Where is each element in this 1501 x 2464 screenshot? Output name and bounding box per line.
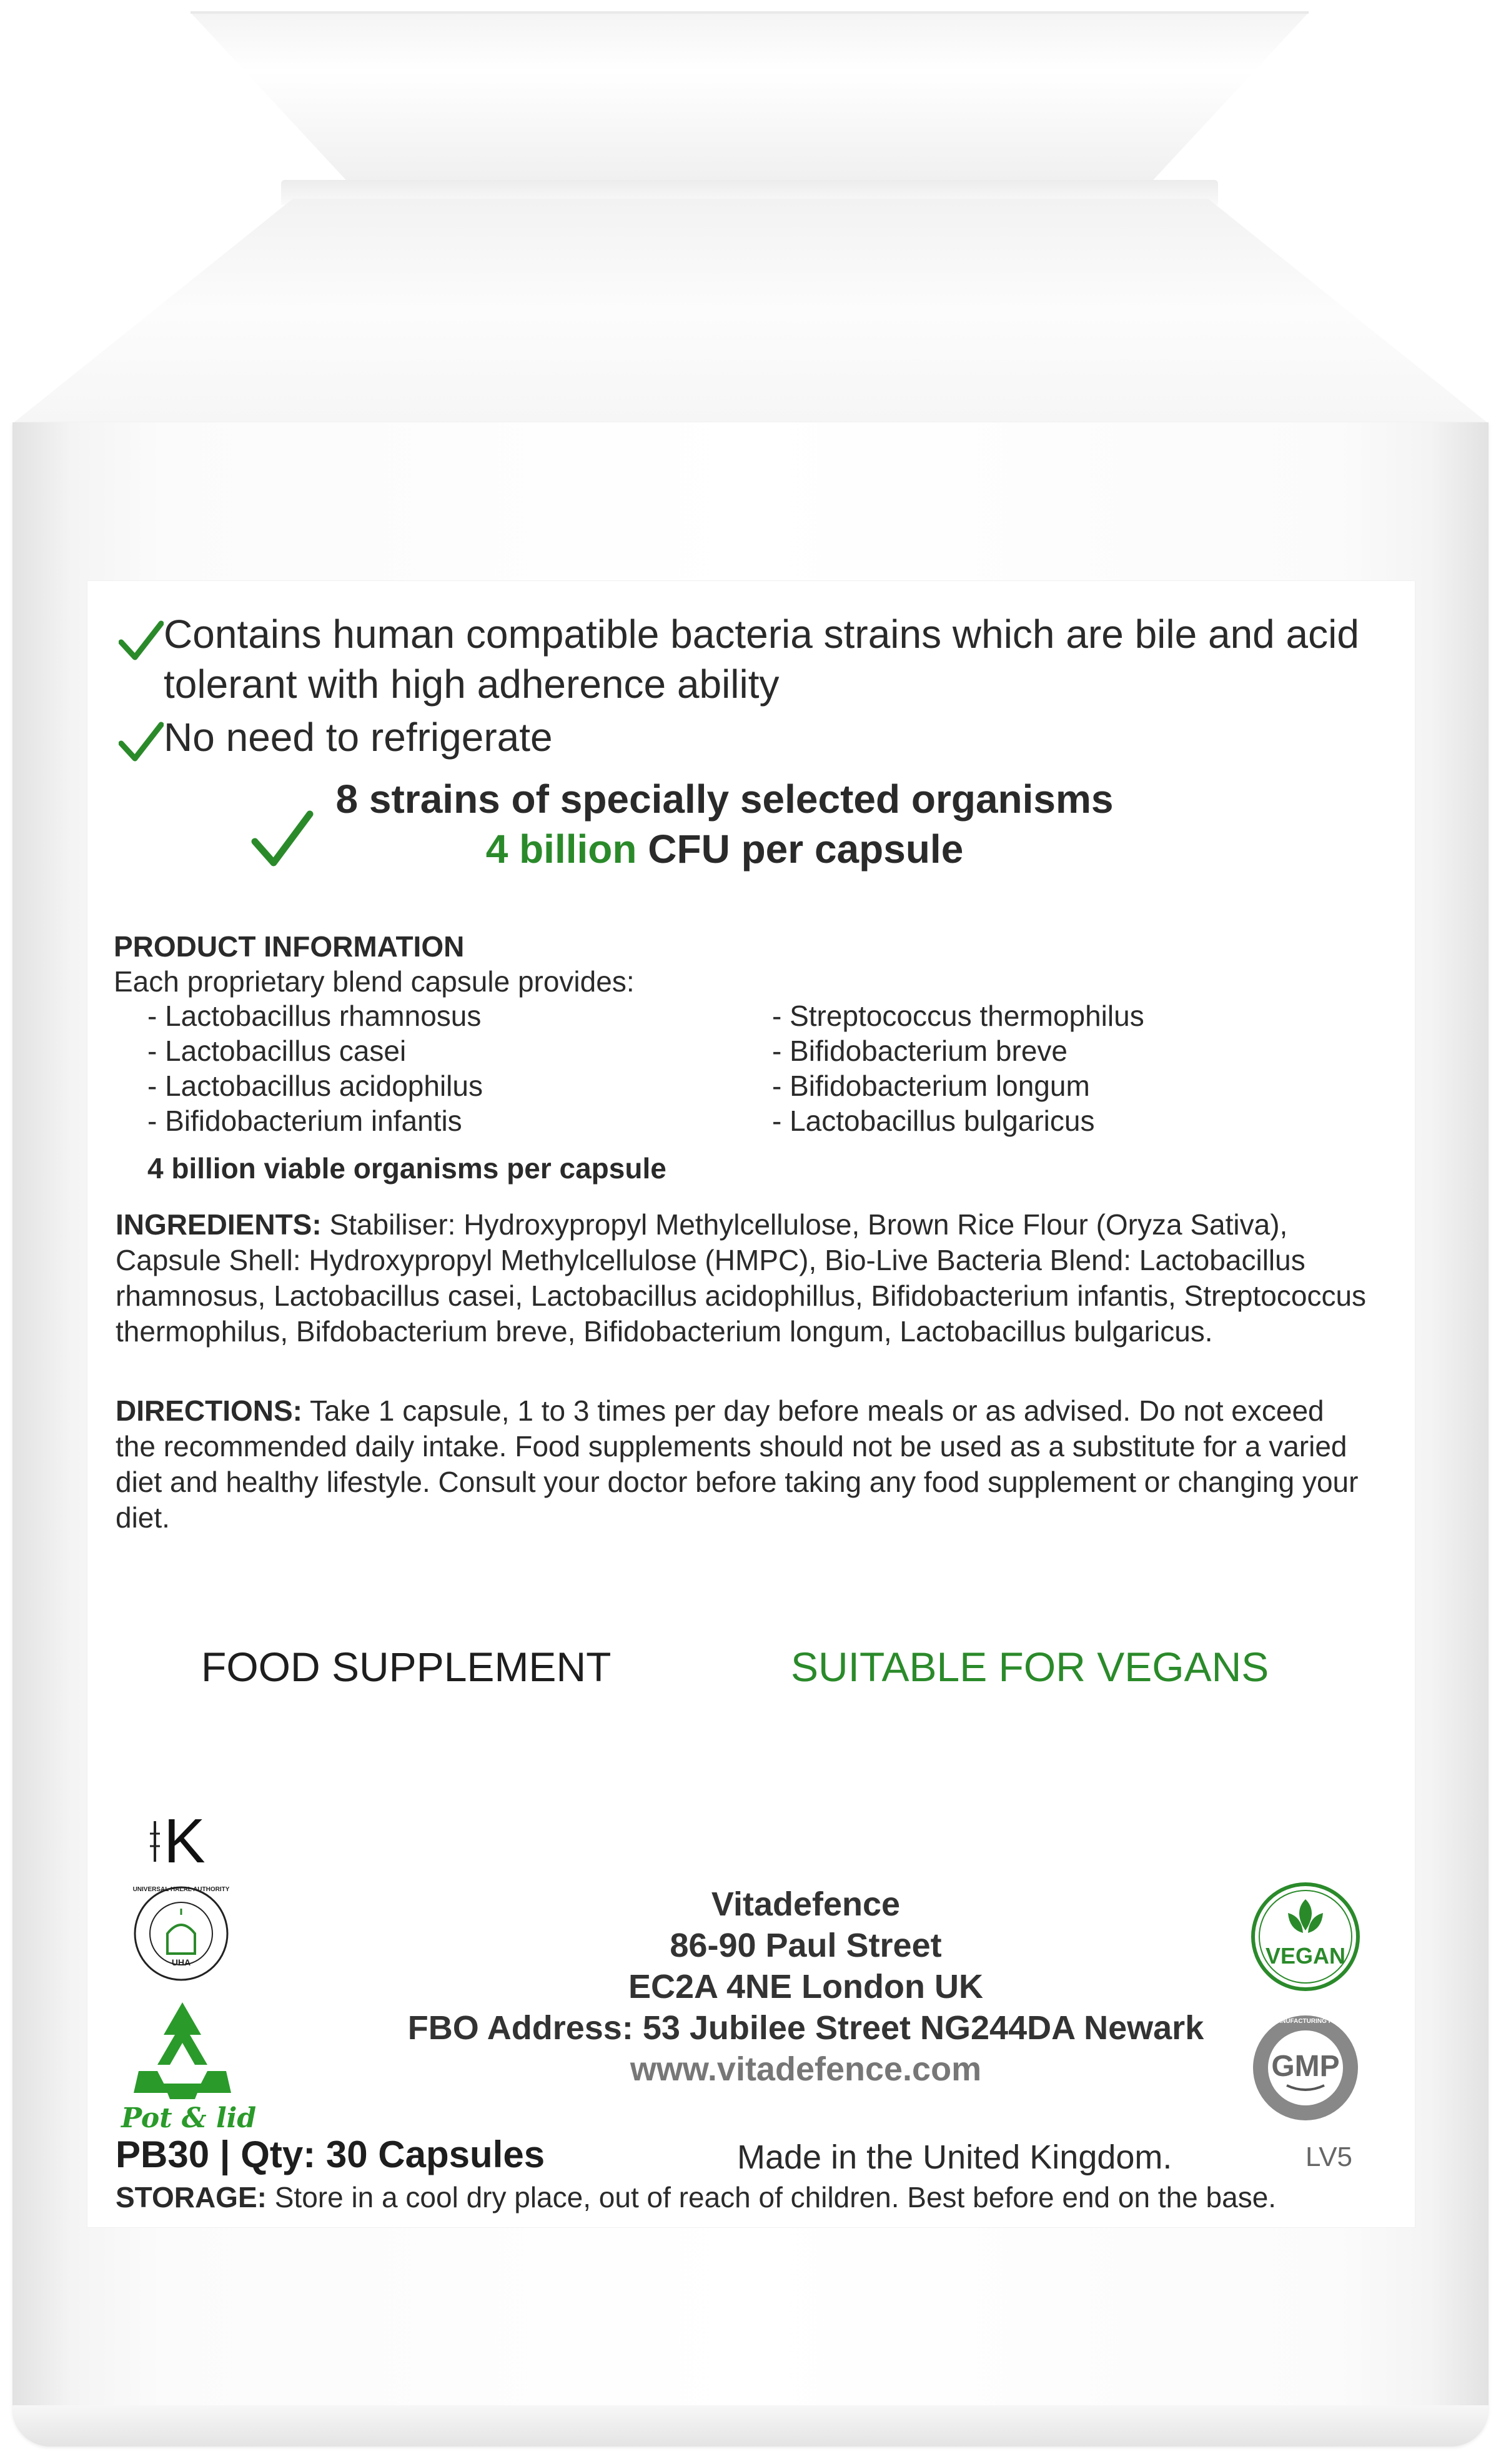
feature-cfu-highlight: 4 billion bbox=[485, 827, 637, 872]
storage-body: Store in a cool dry place, out of reach of children. Best before end on the base. bbox=[266, 2181, 1277, 2213]
recycle-icon bbox=[120, 1996, 245, 2102]
ingredients-label: INGREDIENTS: bbox=[116, 1208, 322, 1241]
bottle-base bbox=[12, 2405, 1489, 2447]
claim-bile-acid-tolerant: Contains human compatible bacteria strains which are bile and acid tolerant with high adherence ability bbox=[164, 612, 1359, 707]
gmp-badge bbox=[1249, 2012, 1362, 2124]
label-version: LV5 bbox=[1305, 2142, 1353, 2172]
gmp-text: GMP bbox=[1271, 2050, 1340, 2083]
halal-logo bbox=[131, 1884, 231, 1984]
storage-text bbox=[116, 2180, 1276, 2214]
vegan-badge-text: VEGAN bbox=[1265, 1943, 1346, 1969]
ingredients-body: Stabiliser: Hydroxypropyl Methylcellulose, Brown Rice Flour (Oryza Sativa), Capsule Shell: Hydroxypropyl Methylcellulose (HMPC), Bio-Live Bacteria Blend: Lactobacillus rhamnosus, Lactobacillus casei, Lactobacillus acidophillus, Bifidobacterium infantis, Streptococcus thermophilus, Bifdobacterium breve, Bifidobacterium longum, Lactobacillus bulgaricus. bbox=[116, 1208, 1367, 1348]
directions-body: Take 1 capsule, 1 to 3 times per day before meals or as advised. Do not exceed the recommended daily intake. Food supplements should not be used as a substitute for a varied diet and healthy lifestyle. Consult your doctor before taking any food supplement or changing your diet. bbox=[116, 1394, 1359, 1534]
product-info-heading: PRODUCT INFORMATION bbox=[114, 930, 465, 963]
strain-item: - Bifidobacterium infantis bbox=[147, 1105, 462, 1137]
vegan-leaf-icon bbox=[1249, 1880, 1362, 1993]
halal-abbr: UHA bbox=[171, 1957, 191, 1967]
bottle-cap bbox=[191, 12, 1309, 181]
bottle-cap-rim bbox=[191, 11, 1309, 14]
check-icon bbox=[119, 620, 164, 661]
kosher-logo bbox=[142, 1806, 211, 1874]
feature-cfu bbox=[287, 826, 1162, 872]
strain-item: - Lactobacillus casei bbox=[147, 1035, 407, 1067]
product-label bbox=[87, 581, 1415, 2227]
halal-mosque-icon bbox=[131, 1884, 231, 1984]
storage-label: STORAGE: bbox=[116, 2181, 267, 2213]
fbo-address: FBO Address: 53 Jubilee Street NG244DA Newark bbox=[407, 2009, 1204, 2047]
company-city: EC2A 4NE London UK bbox=[628, 1968, 983, 2005]
vegan-badge bbox=[1249, 1880, 1362, 1993]
strain-item: - Streptococcus thermophilus bbox=[772, 1000, 1144, 1032]
feature-cfu-rest: CFU per capsule bbox=[637, 827, 964, 872]
directions-label: DIRECTIONS: bbox=[116, 1394, 302, 1427]
strain-item: - Lactobacillus acidophilus bbox=[147, 1070, 483, 1102]
organisms-summary: 4 billion viable organisms per capsule bbox=[147, 1152, 666, 1185]
check-icon bbox=[119, 721, 164, 762]
suitable-for-vegans-tag: SUITABLE FOR VEGANS bbox=[791, 1644, 1269, 1690]
strain-item: - Lactobacillus bulgaricus bbox=[772, 1105, 1095, 1137]
recycle-logo bbox=[120, 1996, 257, 2140]
strain-item: - Bifidobacterium breve bbox=[772, 1035, 1068, 1067]
strain-item: - Lactobacillus rhamnosus bbox=[147, 1000, 482, 1032]
company-name: Vitadefence bbox=[711, 1885, 901, 1923]
claim-no-refrigeration: No need to refrigerate bbox=[164, 715, 553, 760]
made-in-uk: Made in the United Kingdom. bbox=[737, 2139, 1172, 2176]
ingredients-text bbox=[116, 1207, 1390, 1349]
bottle-shoulder bbox=[12, 199, 1489, 424]
recycle-caption: Pot & lid bbox=[121, 2102, 257, 2134]
gmp-ring-text: GOOD MANUFACTURING PRACTICE bbox=[1251, 2018, 1360, 2025]
product-info-intro: Each proprietary blend capsule provides: bbox=[114, 965, 635, 998]
strain-item: - Bifidobacterium longum bbox=[772, 1070, 1090, 1102]
company-street: 86-90 Paul Street bbox=[670, 1927, 942, 1964]
product-code-qty: PB30 | Qty: 30 Capsules bbox=[116, 2134, 545, 2175]
kosher-letter: K bbox=[164, 1806, 206, 1876]
food-supplement-tag: FOOD SUPPLEMENT bbox=[201, 1644, 612, 1690]
website-link[interactable]: www.vitadefence.com bbox=[630, 2050, 982, 2088]
halal-ring-text: UNIVERSAL HALAL AUTHORITY bbox=[132, 1886, 230, 1893]
directions-text bbox=[116, 1393, 1371, 1536]
feature-strains: 8 strains of specially selected organisms bbox=[335, 777, 1114, 822]
